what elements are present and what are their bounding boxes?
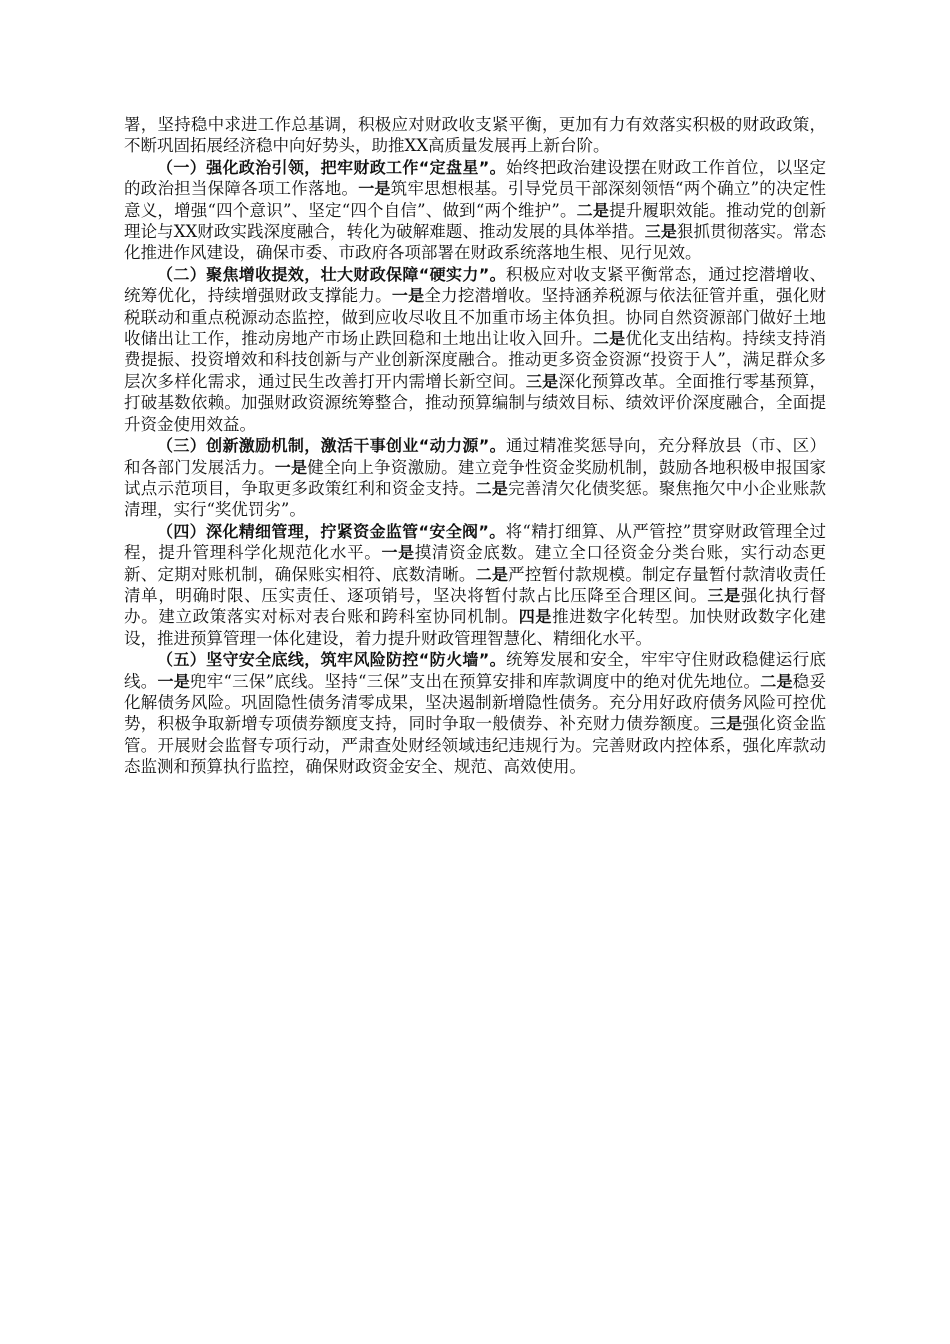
- section-heading: （二）聚焦增收提效，壮大财政保障“硬实力”。: [157, 264, 506, 284]
- section-heading: （三）创新激励机制，激活干事创业“动力源”。: [157, 436, 506, 456]
- document-body: [124, 114, 826, 778]
- paragraph-text: 提升履职效能。推动党的创新理论与XX财政实践深度融合，转化为破解难题、推动发展的具体举措。: [124, 200, 826, 242]
- paragraph-text: 筑牢思想根基。引导党员干部深刻领悟“两个确立”的决定性意义，增强“四个意识”、坚定“四个自信”、做到“两个维护”。: [124, 179, 826, 220]
- paragraph-text: 始终把政治建设摆在财政工作首位，以坚定的政治担当保障各项工作落地。: [124, 157, 826, 199]
- paragraph-text: 统筹发展和安全，牢牢守住财政稳健运行底线。: [124, 650, 826, 691]
- paragraph-text: 将“精打细算、从严管控”贯穿财政管理全过程，提升管理科学化规范化水平。: [124, 521, 826, 563]
- paragraph-text: 完善清欠化债奖惩。聚焦拖欠中小企业账款清理，实行“奖优罚劣”。: [124, 478, 827, 520]
- section-heading: （四）深化精细管理，拧紧资金监管“安全阀”。: [157, 521, 506, 541]
- paragraph-intro-continuation: [124, 114, 826, 157]
- item-marker: 一是: [391, 286, 425, 306]
- paragraph-section-1: [124, 157, 826, 264]
- paragraph-section-5: [124, 649, 826, 777]
- paragraph-text: 稳妥化解债务风险。巩固隐性债务清零成果，坚决遏制新增隐性债务。充分用好政府债务风险可控优势，积极争取新增专项债券额度支持，同时争取一般债券、补充财力债券额度。: [124, 671, 826, 734]
- item-marker: 一是: [274, 457, 308, 477]
- item-marker: 二是: [760, 671, 793, 691]
- paragraph-section-4: [124, 521, 826, 649]
- item-marker: 一是: [358, 179, 391, 199]
- item-marker: 四是: [518, 607, 553, 627]
- paragraph-text: 狠抓贯彻落实。常态化推进作风建设，确保市委、市政府各项部署在财政系统落地生根、见行见效。: [124, 222, 826, 263]
- item-marker: 三是: [644, 222, 677, 242]
- paragraph-text: 深化预算改革。全面推行零基预算，打破基数依赖。加强财政资源统筹整合，推动预算编制与绩效目标、绩效评价深度融合，全面提升资金使用效益。: [124, 371, 827, 434]
- item-marker: 二是: [576, 200, 610, 220]
- item-marker: 三是: [707, 585, 741, 605]
- paragraph-text: 通过精准奖惩导向，充分释放县（市、区）和各部门发展活力。: [124, 436, 826, 477]
- paragraph-text: 强化资金监管。开展财会监督专项行动，严肃查处财经领域违纪违规行为。完善财政内控体系，强化库款动态监测和预算执行监控，确保财政资金安全、规范、高效使用。: [124, 714, 827, 777]
- item-marker: 二是: [592, 329, 626, 349]
- paragraph-text: 兜牢“三保”底线。坚持“三保”支出在预算安排和库款调度中的绝对优先地位。: [189, 671, 761, 691]
- paragraph-text: 健全向上争资激励。建立竞争性资金奖励机制，鼓励各地积极申报国家试点示范项目，争取更多政策红利和资金支持。: [124, 457, 827, 498]
- paragraph-section-3: [124, 435, 826, 521]
- paragraph-text: 强化执行督办。建立政策落实对标对表台账和跨科室协同机制。: [124, 585, 826, 627]
- paragraph-text: 优化支出结构。持续支持消费提振、投资增效和科技创新与产业创新深度融合。推动更多资金资源“投资于人”，满足群众多层次多样化需求，通过民生改善打开内需增长新空间。: [124, 329, 827, 391]
- item-marker: 一是: [157, 671, 190, 691]
- item-marker: 三是: [525, 371, 559, 391]
- item-marker: 二是: [475, 564, 509, 584]
- paragraph-text: 摸清资金底数。建立全口径资金分类台账，实行动态更新、定期对账机制，确保账实相符、底数清晰。: [124, 543, 826, 584]
- paragraph-text: 推进数字化转型。加快财政数字化建设，推进预算管理一体化建设，着力提升财政管理智慧化、精细化水平。: [124, 607, 826, 648]
- item-marker: 三是: [710, 714, 743, 734]
- paragraph-text: 署，坚持稳中求进工作总基调，积极应对财政收支紧平衡，更加有力有效落实积极的财政政策，不断巩固拓展经济稳中向好势头，助推XX高质量发展再上新台阶。: [124, 115, 826, 156]
- item-marker: 一是: [381, 543, 415, 563]
- item-marker: 二是: [475, 478, 509, 498]
- paragraph-section-2: [124, 264, 826, 435]
- section-heading: （一）强化政治引领，把牢财政工作“定盘星”。: [157, 157, 506, 177]
- paragraph-text: 全力挖潜增收。坚持涵养税源与依法征管并重，强化财税联动和重点税源动态监控，做到应收尽收且不加重市场主体负担。协同自然资源部门做好土地收储出让工作，推动房地产市场止跌回稳和土地出让收入回升。: [124, 286, 827, 349]
- paragraph-text: 积极应对收支紧平衡常态，通过挖潜增收、统筹优化，持续增强财政支撑能力。: [124, 264, 826, 306]
- section-heading: （五）坚守安全底线，筑牢风险防控“防火墙”。: [157, 650, 506, 670]
- paragraph-text: 严控暂付款规模。制定存量暂付款清收责任清单，明确时限、压实责任、逐项销号，坚决将暂付款占比压降至合理区间。: [124, 564, 827, 605]
